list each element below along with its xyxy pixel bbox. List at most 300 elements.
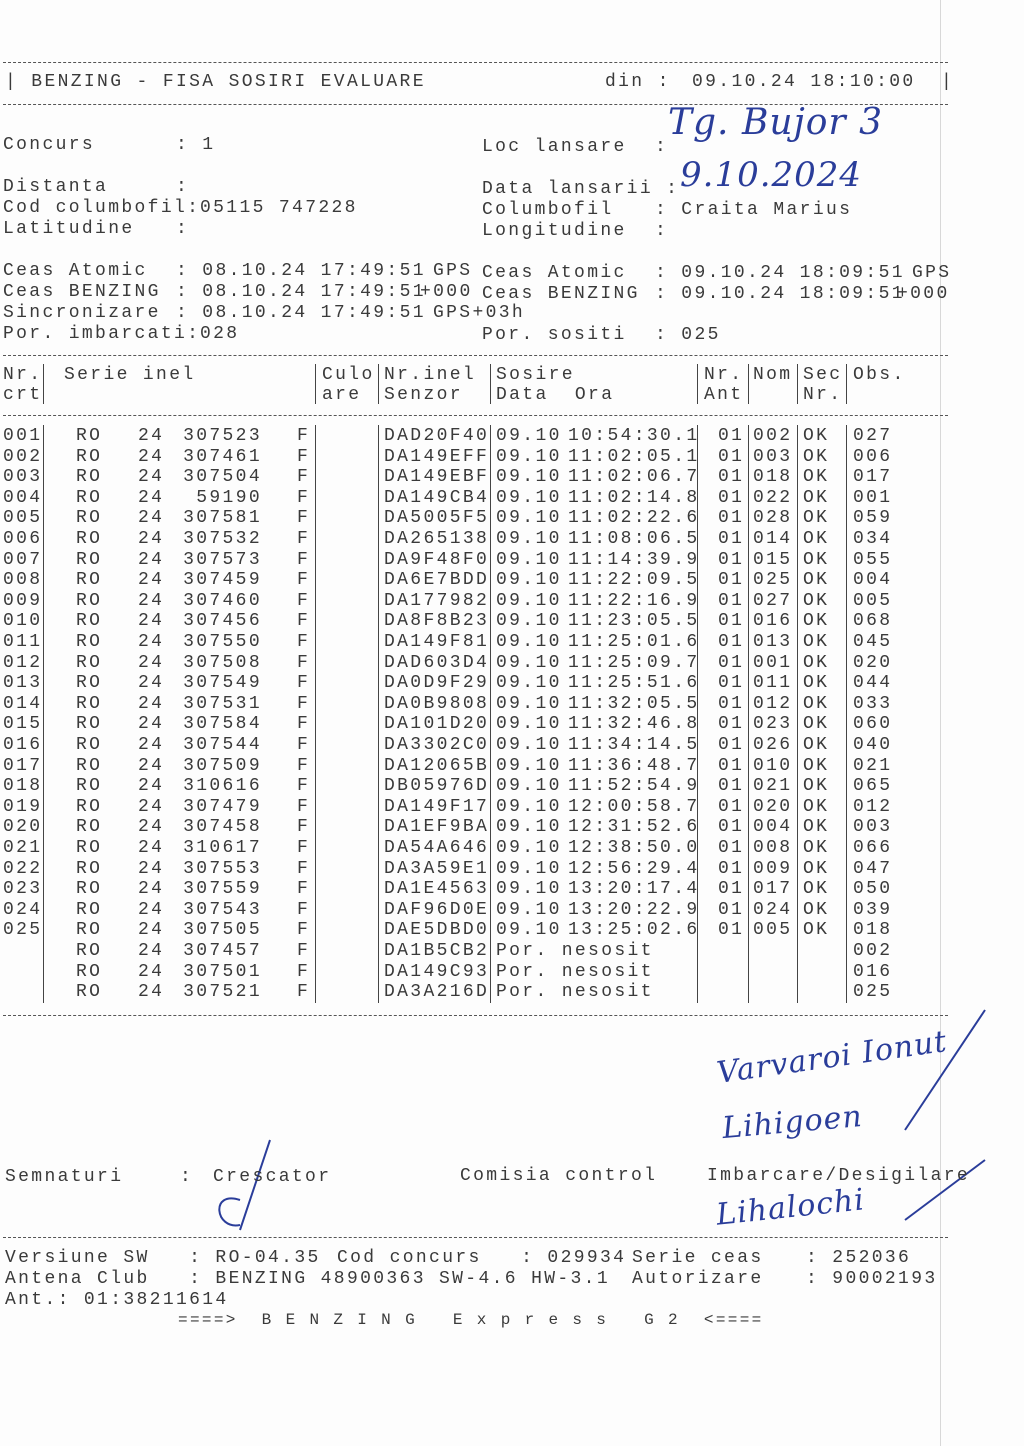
cell-ring-number: 307505 bbox=[183, 920, 262, 941]
col-header-nr: Nr. bbox=[3, 365, 43, 385]
col-header-nr-inel: Nr.inel bbox=[384, 365, 477, 385]
cell-country: RO bbox=[76, 487, 103, 508]
cell-obs: 021 bbox=[853, 755, 893, 776]
cell-sec: OK bbox=[803, 796, 830, 817]
cell-ring-number: 307509 bbox=[183, 755, 262, 776]
cell-obs: 005 bbox=[853, 590, 893, 611]
cell-date: 09.10 bbox=[496, 714, 562, 735]
cell-country: RO bbox=[76, 570, 103, 591]
cell-country: RO bbox=[76, 796, 103, 817]
cell-sec: OK bbox=[803, 817, 830, 838]
cell-nom: 024 bbox=[753, 899, 793, 920]
cell-nr-crt: 003 bbox=[3, 467, 43, 488]
cell-sec: OK bbox=[803, 467, 830, 488]
cell-nr-crt: 001 bbox=[3, 426, 43, 446]
cell-country: RO bbox=[76, 632, 103, 652]
cell-ring-number: 307458 bbox=[183, 817, 262, 838]
cell-time: 13:20:17.4 bbox=[568, 879, 700, 900]
comisia-control-label: Comisia control bbox=[460, 1166, 658, 1186]
cell-ring-number: 307461 bbox=[183, 446, 262, 467]
cell-country: RO bbox=[76, 920, 103, 941]
cell-year: 24 bbox=[138, 673, 165, 694]
cell-year: 24 bbox=[138, 982, 165, 1003]
serie-ceas-label: Serie ceas bbox=[632, 1248, 764, 1268]
cell-sex: F bbox=[297, 982, 311, 1003]
cell-time: 12:38:50.0 bbox=[568, 838, 700, 858]
cell-sensor: DA1B5CB2 bbox=[384, 941, 490, 961]
cell-sex: F bbox=[297, 838, 311, 858]
cell-ring-number: 310616 bbox=[183, 776, 262, 797]
divider bbox=[3, 1237, 948, 1238]
cell-country: RO bbox=[76, 426, 103, 446]
semnaturi-label: Semnaturi bbox=[5, 1167, 124, 1187]
latitudine-colon: : bbox=[176, 219, 190, 239]
cell-nr-crt: 012 bbox=[3, 652, 43, 673]
clock-right-label: Ceas BENZING bbox=[482, 284, 640, 304]
cell-year: 24 bbox=[138, 529, 165, 549]
cell-sec: OK bbox=[803, 755, 830, 776]
cell-sensor: DA149F81 bbox=[384, 632, 490, 652]
cell-country: RO bbox=[76, 673, 103, 694]
cell-antenna: 01 bbox=[718, 899, 745, 920]
cell-year: 24 bbox=[138, 487, 165, 508]
cell-nr-crt: 010 bbox=[3, 611, 43, 632]
cell-sex: F bbox=[297, 941, 311, 961]
cell-year: 24 bbox=[138, 467, 165, 488]
cell-nom: 011 bbox=[753, 673, 793, 694]
cell-sex: F bbox=[297, 508, 311, 529]
handwritten-release-location: Tg. Bujor 3 bbox=[668, 102, 883, 143]
cell-sec: OK bbox=[803, 899, 830, 920]
cell-antenna: 01 bbox=[718, 817, 745, 838]
cell-obs: 001 bbox=[853, 487, 893, 508]
clock-right-label: Ceas Atomic bbox=[482, 263, 627, 283]
cell-nom: 010 bbox=[753, 755, 793, 776]
columbofil-value: : Craita Marius bbox=[655, 200, 853, 220]
cell-sex: F bbox=[297, 693, 311, 714]
cell-sex: F bbox=[297, 920, 311, 941]
cell-year: 24 bbox=[138, 941, 165, 961]
cell-time: 13:25:02.6 bbox=[568, 920, 700, 941]
cell-sensor: DA5005F5 bbox=[384, 508, 490, 529]
cell-country: RO bbox=[76, 714, 103, 735]
cell-sec: OK bbox=[803, 611, 830, 632]
crescator-label: Crescator bbox=[213, 1167, 332, 1187]
cell-year: 24 bbox=[138, 426, 165, 446]
cell-ring-number: 307457 bbox=[183, 941, 262, 961]
cell-antenna: 01 bbox=[718, 570, 745, 591]
clock-left-suffix: +000 bbox=[420, 282, 473, 302]
cell-sensor: DA3A216D bbox=[384, 982, 490, 1003]
cell-nom: 025 bbox=[753, 570, 793, 591]
cell-ring-number: 307508 bbox=[183, 652, 262, 673]
cell-time: 10:54:30.1 bbox=[568, 426, 700, 446]
cell-obs: 045 bbox=[853, 632, 893, 652]
cell-year: 24 bbox=[138, 899, 165, 920]
cell-sensor: DA149F17 bbox=[384, 796, 490, 817]
cell-year: 24 bbox=[138, 920, 165, 941]
cell-sec: OK bbox=[803, 632, 830, 652]
cell-ring-number: 307532 bbox=[183, 529, 262, 549]
cell-sensor: DA101D20 bbox=[384, 714, 490, 735]
cell-nr-crt: 018 bbox=[3, 776, 43, 797]
cell-sex: F bbox=[297, 817, 311, 838]
col-header-culoare-2: are bbox=[322, 385, 362, 405]
cell-antenna: 01 bbox=[718, 549, 745, 570]
cell-antenna: 01 bbox=[718, 467, 745, 488]
cell-antenna: 01 bbox=[718, 693, 745, 714]
cell-date: 09.10 bbox=[496, 652, 562, 673]
cell-sensor: DA8F8B23 bbox=[384, 611, 490, 632]
cell-sex: F bbox=[297, 570, 311, 591]
handwritten-signature-2: Lihigoen bbox=[720, 1098, 865, 1147]
cell-sex: F bbox=[297, 590, 311, 611]
clock-left-label: Ceas Atomic bbox=[3, 261, 148, 281]
cell-time: 12:56:29.4 bbox=[568, 858, 700, 879]
cell-nom: 015 bbox=[753, 549, 793, 570]
cell-country: RO bbox=[76, 838, 103, 858]
cell-country: RO bbox=[76, 899, 103, 920]
cell-sensor: DA177982 bbox=[384, 590, 490, 611]
cell-nom: 013 bbox=[753, 632, 793, 652]
cell-obs: 044 bbox=[853, 673, 893, 694]
cell-ring-number: 307479 bbox=[183, 796, 262, 817]
cell-ring-number: 307531 bbox=[183, 693, 262, 714]
cell-date: Por. nesosit bbox=[496, 982, 654, 1003]
cell-obs: 017 bbox=[853, 467, 893, 488]
cell-country: RO bbox=[76, 961, 103, 982]
serie-ceas-value: : 252036 bbox=[806, 1248, 912, 1268]
cell-date: 09.10 bbox=[496, 693, 562, 714]
cell-year: 24 bbox=[138, 961, 165, 982]
autorizare-label: Autorizare bbox=[632, 1269, 764, 1289]
cell-time: 11:34:14.5 bbox=[568, 735, 700, 755]
cell-time: 11:23:05.5 bbox=[568, 611, 700, 632]
cell-sec: OK bbox=[803, 858, 830, 879]
cell-ring-number: 307573 bbox=[183, 549, 262, 570]
cell-sex: F bbox=[297, 652, 311, 673]
clock-right-value: : 09.10.24 18:09:51 bbox=[655, 284, 905, 304]
cell-time: 11:08:06.5 bbox=[568, 529, 700, 549]
cell-sensor: DA3A59E1 bbox=[384, 858, 490, 879]
cell-nom: 023 bbox=[753, 714, 793, 735]
cell-year: 24 bbox=[138, 570, 165, 591]
cell-nr-crt: 005 bbox=[3, 508, 43, 529]
cell-date: 09.10 bbox=[496, 776, 562, 797]
cell-sec: OK bbox=[803, 776, 830, 797]
cell-time: 12:31:52.6 bbox=[568, 817, 700, 838]
data-lansarii-label: Data lansarii : bbox=[482, 179, 680, 199]
cell-year: 24 bbox=[138, 776, 165, 797]
cell-sec: OK bbox=[803, 508, 830, 529]
col-header-nr-ant: Nr. bbox=[704, 365, 744, 385]
cell-year: 24 bbox=[138, 755, 165, 776]
cell-date: 09.10 bbox=[496, 673, 562, 694]
cell-sec: OK bbox=[803, 446, 830, 467]
cell-country: RO bbox=[76, 941, 103, 961]
cell-nr-crt: 021 bbox=[3, 838, 43, 858]
col-header-obs: Obs. bbox=[853, 365, 906, 385]
cell-ring-number: 307504 bbox=[183, 467, 262, 488]
cell-nr-crt: 025 bbox=[3, 920, 43, 941]
cell-nom: 026 bbox=[753, 735, 793, 755]
cell-antenna: 01 bbox=[718, 735, 745, 755]
cell-date: 09.10 bbox=[496, 858, 562, 879]
cell-nom: 008 bbox=[753, 838, 793, 858]
clock-left-suffix: GPS bbox=[433, 261, 473, 281]
cell-sec: OK bbox=[803, 487, 830, 508]
cell-country: RO bbox=[76, 446, 103, 467]
cell-time: 11:32:46.8 bbox=[568, 714, 700, 735]
cell-year: 24 bbox=[138, 549, 165, 570]
cell-nr-crt: 016 bbox=[3, 735, 43, 755]
cell-time: 12:00:58.7 bbox=[568, 796, 700, 817]
col-header-serie: Serie inel bbox=[64, 365, 196, 385]
cell-sensor: DA265138 bbox=[384, 529, 490, 549]
cell-date: 09.10 bbox=[496, 487, 562, 508]
cell-sensor: DA54A646 bbox=[384, 838, 490, 858]
cell-antenna: 01 bbox=[718, 529, 745, 549]
cell-sensor: DA149C93 bbox=[384, 961, 490, 982]
cell-antenna: 01 bbox=[718, 879, 745, 900]
cell-time: 11:36:48.7 bbox=[568, 755, 700, 776]
cell-date: 09.10 bbox=[496, 467, 562, 488]
cell-nom: 027 bbox=[753, 590, 793, 611]
col-header-ant: Ant bbox=[704, 385, 744, 405]
cell-antenna: 01 bbox=[718, 487, 745, 508]
cell-sensor: DA3302C0 bbox=[384, 735, 490, 755]
cell-nr-crt: 024 bbox=[3, 899, 43, 920]
clock-right-suffix: +000 bbox=[897, 284, 950, 304]
cell-obs: 034 bbox=[853, 529, 893, 549]
cell-date: 09.10 bbox=[496, 920, 562, 941]
clock-left-value: : 08.10.24 17:49:51 bbox=[176, 282, 426, 302]
cell-sensor: DA0D9F29 bbox=[384, 673, 490, 694]
cell-nom: 004 bbox=[753, 817, 793, 838]
latitudine-label: Latitudine bbox=[3, 219, 135, 239]
cell-ring-number: 307501 bbox=[183, 961, 262, 982]
cell-nom: 002 bbox=[753, 426, 793, 446]
cell-nr-crt: 008 bbox=[3, 570, 43, 591]
cell-country: RO bbox=[76, 529, 103, 549]
clock-left-label: Por. imbarcati: bbox=[3, 324, 201, 344]
handwritten-signature-3: Lihalochi bbox=[714, 1182, 867, 1233]
cell-sex: F bbox=[297, 529, 311, 549]
cell-obs: 016 bbox=[853, 961, 893, 982]
cod-columbofil-label: Cod columbofil: bbox=[3, 198, 201, 218]
cell-nom: 017 bbox=[753, 879, 793, 900]
cell-country: RO bbox=[76, 858, 103, 879]
cell-sec: OK bbox=[803, 693, 830, 714]
cell-year: 24 bbox=[138, 446, 165, 467]
col-header-sec-nr: Nr. bbox=[803, 385, 843, 405]
cell-sensor: DA149EFF bbox=[384, 446, 490, 467]
cell-sec: OK bbox=[803, 673, 830, 694]
cell-sex: F bbox=[297, 879, 311, 900]
cell-ring-number: 307459 bbox=[183, 570, 262, 591]
distanta-label: Distanta bbox=[3, 177, 109, 197]
cell-antenna: 01 bbox=[718, 776, 745, 797]
benzing-banner: ====> B E N Z I N G E x p r e s s G 2 <==== bbox=[178, 1311, 764, 1329]
cell-country: RO bbox=[76, 735, 103, 755]
cell-sec: OK bbox=[803, 590, 830, 611]
cell-antenna: 01 bbox=[718, 714, 745, 735]
cell-date: 09.10 bbox=[496, 899, 562, 920]
concurs-value: : 1 bbox=[176, 135, 216, 155]
columbofil-label: Columbofil bbox=[482, 200, 614, 220]
cell-country: RO bbox=[76, 817, 103, 838]
cell-sex: F bbox=[297, 796, 311, 817]
cell-sex: F bbox=[297, 549, 311, 570]
cell-sensor: DA149CB4 bbox=[384, 487, 490, 508]
cell-nom: 018 bbox=[753, 467, 793, 488]
cell-antenna: 01 bbox=[718, 920, 745, 941]
cell-nr-crt: 011 bbox=[3, 632, 43, 652]
col-header-nom: Nom bbox=[753, 365, 793, 385]
cell-ring-number: 59190 bbox=[196, 487, 262, 508]
cell-date: 09.10 bbox=[496, 879, 562, 900]
cell-nom: 001 bbox=[753, 652, 793, 673]
cell-sex: F bbox=[297, 487, 311, 508]
cell-time: 11:02:05.1 bbox=[568, 446, 700, 467]
cell-sex: F bbox=[297, 858, 311, 879]
cell-obs: 004 bbox=[853, 570, 893, 591]
cell-obs: 012 bbox=[853, 796, 893, 817]
clock-left-label: Sincronizare bbox=[3, 303, 161, 323]
cell-antenna: 01 bbox=[718, 838, 745, 858]
cell-nom: 014 bbox=[753, 529, 793, 549]
cell-obs: 027 bbox=[853, 426, 893, 446]
cell-country: RO bbox=[76, 652, 103, 673]
cell-antenna: 01 bbox=[718, 590, 745, 611]
cell-sensor: DA1E4563 bbox=[384, 879, 490, 900]
cell-country: RO bbox=[76, 879, 103, 900]
cod-columbofil-value: 05115 747228 bbox=[200, 198, 358, 218]
cell-year: 24 bbox=[138, 652, 165, 673]
cell-obs: 002 bbox=[853, 941, 893, 961]
cell-ring-number: 307521 bbox=[183, 982, 262, 1003]
cell-date: 09.10 bbox=[496, 796, 562, 817]
cell-sex: F bbox=[297, 776, 311, 797]
cell-date: 09.10 bbox=[496, 508, 562, 529]
col-header-crt: crt bbox=[3, 385, 43, 405]
cell-sec: OK bbox=[803, 652, 830, 673]
cell-sensor: DA0B9808 bbox=[384, 693, 490, 714]
cell-date: 09.10 bbox=[496, 735, 562, 755]
cell-country: RO bbox=[76, 549, 103, 570]
cell-ring-number: 307460 bbox=[183, 590, 262, 611]
cell-ring-number: 307550 bbox=[183, 632, 262, 652]
distanta-colon: : bbox=[176, 177, 190, 197]
longitudine-colon: : bbox=[655, 221, 669, 241]
cell-sex: F bbox=[297, 961, 311, 982]
cell-sec: OK bbox=[803, 838, 830, 858]
cell-year: 24 bbox=[138, 817, 165, 838]
clock-left-value: 028 bbox=[200, 324, 240, 344]
clock-left-value: : 08.10.24 17:49:51 bbox=[176, 303, 426, 323]
cell-sec: OK bbox=[803, 735, 830, 755]
cell-antenna: 01 bbox=[718, 446, 745, 467]
loc-lansare-colon: : bbox=[655, 137, 669, 157]
cell-sex: F bbox=[297, 714, 311, 735]
col-header-sec: Sec bbox=[803, 365, 843, 385]
cell-obs: 020 bbox=[853, 652, 893, 673]
cell-sensor: DAD20F40 bbox=[384, 426, 490, 446]
cell-year: 24 bbox=[138, 611, 165, 632]
cell-country: RO bbox=[76, 776, 103, 797]
cell-nom: 012 bbox=[753, 693, 793, 714]
cell-date: 09.10 bbox=[496, 632, 562, 652]
cell-country: RO bbox=[76, 467, 103, 488]
cell-obs: 006 bbox=[853, 446, 893, 467]
cell-year: 24 bbox=[138, 693, 165, 714]
cell-country: RO bbox=[76, 508, 103, 529]
cod-concurs: Cod concurs : 029934 bbox=[337, 1248, 627, 1268]
cell-time: 11:02:22.6 bbox=[568, 508, 700, 529]
cell-sensor: DAE5DBD0 bbox=[384, 920, 490, 941]
cell-sex: F bbox=[297, 467, 311, 488]
cell-nom: 020 bbox=[753, 796, 793, 817]
cell-date: 09.10 bbox=[496, 570, 562, 591]
cell-year: 24 bbox=[138, 838, 165, 858]
cell-sensor: DA1EF9BA bbox=[384, 817, 490, 838]
cell-year: 24 bbox=[138, 879, 165, 900]
clock-right-value: : 09.10.24 18:09:51 bbox=[655, 263, 905, 283]
cell-ring-number: 307549 bbox=[183, 673, 262, 694]
cell-antenna: 01 bbox=[718, 632, 745, 652]
cell-ring-number: 307543 bbox=[183, 899, 262, 920]
cell-nom: 028 bbox=[753, 508, 793, 529]
cell-nr-crt: 004 bbox=[3, 487, 43, 508]
cell-year: 24 bbox=[138, 508, 165, 529]
cell-year: 24 bbox=[138, 858, 165, 879]
cell-nr-crt: 015 bbox=[3, 714, 43, 735]
cell-obs: 025 bbox=[853, 982, 893, 1003]
cell-sex: F bbox=[297, 426, 311, 446]
cell-sex: F bbox=[297, 735, 311, 755]
cell-sensor: DB05976D bbox=[384, 776, 490, 797]
cell-nom: 022 bbox=[753, 487, 793, 508]
cell-ring-number: 307553 bbox=[183, 858, 262, 879]
cell-sec: OK bbox=[803, 549, 830, 570]
cell-country: RO bbox=[76, 611, 103, 632]
cell-nom: 009 bbox=[753, 858, 793, 879]
cell-sensor: DA9F48F0 bbox=[384, 549, 490, 570]
cell-country: RO bbox=[76, 693, 103, 714]
antena-club: Antena Club : BENZING 48900363 SW-4.6 HW-3.1 bbox=[5, 1269, 610, 1289]
autorizare-value: : 90002193 bbox=[806, 1269, 938, 1289]
concurs-label: Concurs bbox=[3, 135, 96, 155]
clock-left-suffix: GPS+03h bbox=[433, 303, 526, 323]
cell-sex: F bbox=[297, 755, 311, 776]
cell-nr-crt: 009 bbox=[3, 590, 43, 611]
cell-nom: 021 bbox=[753, 776, 793, 797]
cell-obs: 060 bbox=[853, 714, 893, 735]
clock-right-value: : 025 bbox=[655, 325, 721, 345]
cell-ring-number: 307584 bbox=[183, 714, 262, 735]
cell-ring-number: 307559 bbox=[183, 879, 262, 900]
cell-sex: F bbox=[297, 446, 311, 467]
cell-antenna: 01 bbox=[718, 796, 745, 817]
cell-obs: 047 bbox=[853, 858, 893, 879]
cell-year: 24 bbox=[138, 714, 165, 735]
cell-year: 24 bbox=[138, 632, 165, 652]
cell-sex: F bbox=[297, 611, 311, 632]
cell-antenna: 01 bbox=[718, 755, 745, 776]
cell-time: 11:52:54.9 bbox=[568, 776, 700, 797]
cell-country: RO bbox=[76, 755, 103, 776]
document-title: | BENZING - FISA SOSIRI EVALUARE bbox=[5, 72, 426, 92]
